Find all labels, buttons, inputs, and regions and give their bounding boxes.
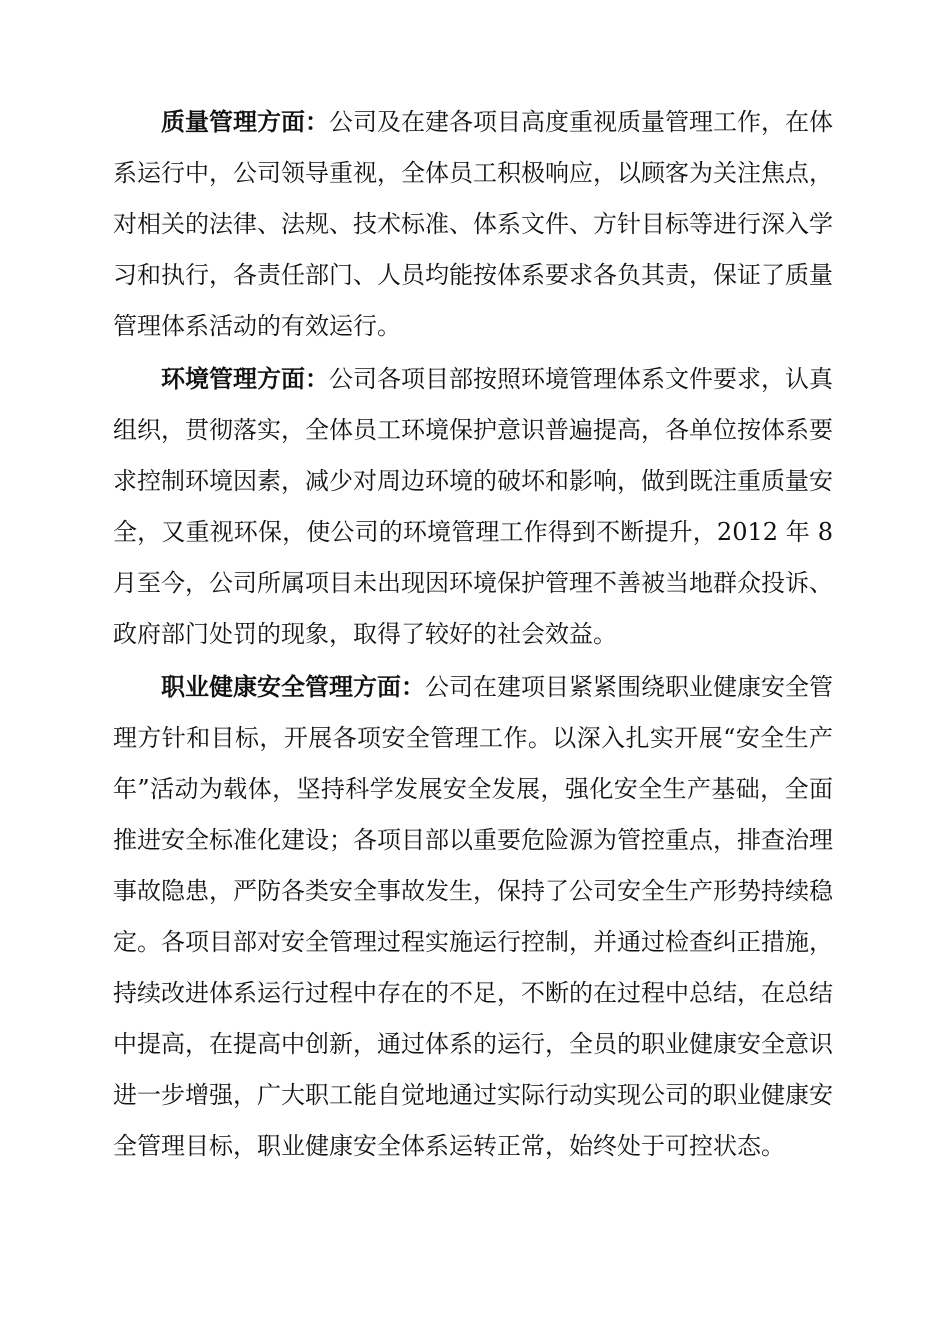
paragraph-text-quality: 公司及在建各项目高度重视质量管理工作，在体系运行中，公司领导重视，全体员工积极响应，以顾客为关注焦点，对相关的法律、法规、技术标准、体系文件、方针目标等进行深入学习和执行，各责任部门、人员均能按体系要求各负其责，保证了质量管理体系活动的有效运行。 — [113, 108, 833, 340]
paragraph-ohs-management — [113, 661, 833, 1172]
document-body — [113, 96, 833, 1173]
paragraph-heading-environment: 环境管理方面： — [161, 364, 329, 393]
paragraph-text-environment: 公司各项目部按照环境管理体系文件要求，认真组织，贯彻落实，全体员工环境保护意识普遍提高，各单位按体系要求控制环境因素，减少对周边环境的破坏和影响，做到既注重质量安全，又重视环保，使公司的环境管理工作得到不断提升，2012 年 8 月至今，公司所属项目未出现因环境保护管理不善被当地群众投诉、政府部门处罚的现象，取得了较好的社会效益。 — [113, 365, 833, 648]
paragraph-quality-management — [113, 96, 833, 352]
paragraph-environment-management — [113, 353, 833, 660]
paragraph-heading-quality: 质量管理方面： — [161, 107, 329, 136]
paragraph-heading-ohs: 职业健康安全管理方面： — [161, 672, 425, 701]
paragraph-text-ohs: 公司在建项目紧紧围绕职业健康安全管理方针和目标，开展各项安全管理工作。以深入扎实开展“安全生产年”活动为载体，坚持科学发展安全发展，强化安全生产基础，全面推进安全标准化建设；各项目部以重要危险源为管控重点，排查治理事故隐患，严防各类安全事故发生，保持了公司安全生产形势持续稳定。各项目部对安全管理过程实施运行控制，并通过检查纠正措施，持续改进体系运行过程中存在的不足，不断的在过程中总结，在总结中提高，在提高中创新，通过体系的运行，全员的职业健康安全意识进一步增强，广大职工能自觉地通过实际行动实现公司的职业健康安全管理目标，职业健康安全体系运转正常，始终处于可控状态。 — [113, 673, 833, 1160]
